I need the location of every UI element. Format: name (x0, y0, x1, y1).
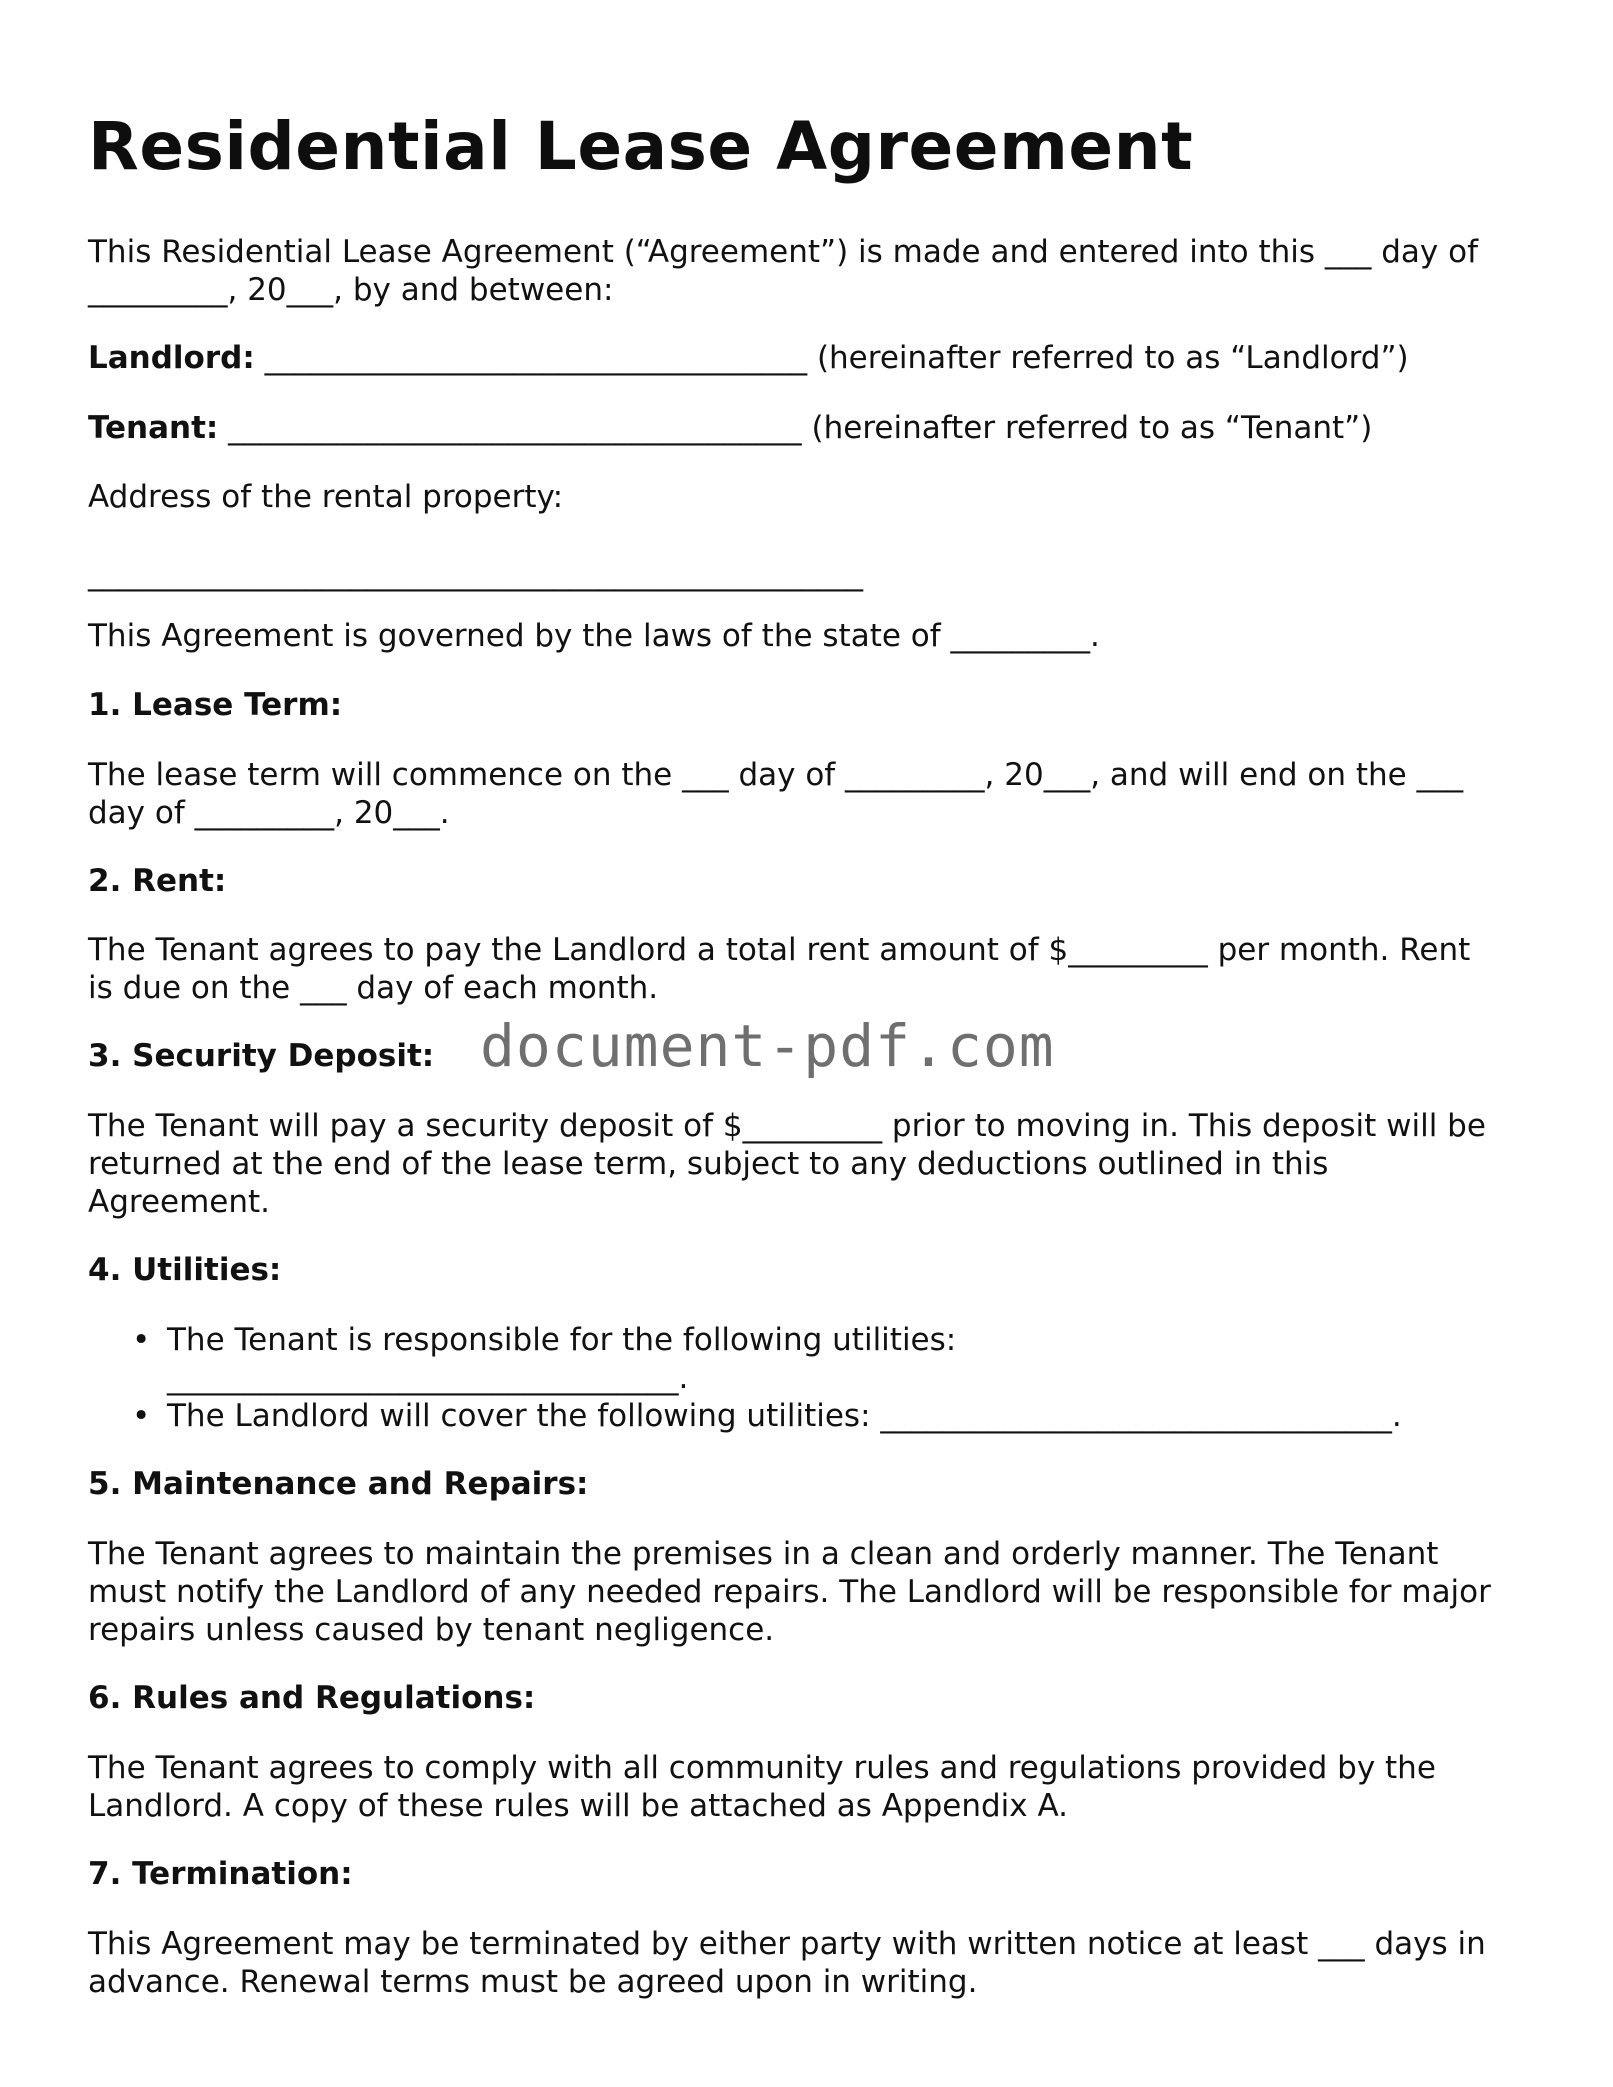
section-heading-rules: 6. Rules and Regulations: (88, 1680, 536, 1716)
rules-line-1: The Tenant agrees to comply with all community rules and regulations provided by the (88, 1750, 1436, 1786)
maintenance-line-1: The Tenant agrees to maintain the premises in a clean and orderly manner. The Tenant (88, 1536, 1439, 1572)
security-deposit-line-1: The Tenant will pay a security deposit of $_________ prior to moving in. This deposit will be (88, 1108, 1486, 1144)
tenant-label: Tenant: (88, 410, 219, 446)
section-heading-rent: 2. Rent: (88, 863, 227, 899)
rules-line-2: Landlord. A copy of these rules will be attached as Appendix A. (88, 1788, 1069, 1824)
landlord-line (88, 339, 1528, 377)
intro-line-2: _________, 20___, by and between: (88, 272, 614, 308)
document-title: Residential Lease Agreement (88, 108, 1194, 185)
security-deposit-line-2: returned at the end of the lease term, subject to any deductions outlined in this (88, 1146, 1329, 1182)
bullet-icon: • (132, 1398, 151, 1434)
tenant-field: _____________________________________ (hereinafter referred to as “Tenant”) (218, 410, 1373, 446)
governing-law: This Agreement is governed by the laws of the state of _________. (88, 618, 1100, 654)
section-heading-security-deposit: 3. Security Deposit: (88, 1038, 435, 1074)
address-label: Address of the rental property: (88, 479, 564, 515)
termination-line-2: advance. Renewal terms must be agreed upon in writing. (88, 1964, 978, 2000)
termination-line-1: This Agreement may be terminated by either party with written notice at least ___ days in (88, 1926, 1486, 1962)
section-heading-maintenance: 5. Maintenance and Repairs: (88, 1466, 589, 1502)
intro-line-1: This Residential Lease Agreement (“Agreement”) is made and entered into this ___ day of (88, 234, 1479, 270)
utilities-tenant-line-2: _________________________________. (167, 1360, 689, 1396)
address-blank: __________________________________________________ (88, 556, 863, 592)
rent-line-1: The Tenant agrees to pay the Landlord a total rent amount of $_________ per month. Rent (88, 932, 1471, 968)
lease-term-line-2: day of _________, 20___. (88, 795, 450, 831)
maintenance-line-3: repairs unless caused by tenant negligence. (88, 1612, 775, 1648)
tenant-line (88, 409, 1528, 447)
bullet-icon: • (132, 1322, 151, 1358)
utilities-landlord-line: The Landlord will cover the following utilities: _________________________________. (167, 1398, 1402, 1434)
landlord-label: Landlord: (88, 340, 255, 376)
section-heading-utilities: 4. Utilities: (88, 1252, 282, 1288)
section-heading-lease-term: 1. Lease Term: (88, 687, 343, 723)
watermark: document-pdf.com (480, 1012, 1055, 1080)
landlord-field: ___________________________________ (hereinafter referred to as “Landlord”) (254, 340, 1409, 376)
section-heading-termination: 7. Termination: (88, 1856, 353, 1892)
maintenance-line-2: must notify the Landlord of any needed repairs. The Landlord will be responsible for major (88, 1574, 1491, 1610)
security-deposit-line-3: Agreement. (88, 1184, 271, 1220)
rent-line-2: is due on the ___ day of each month. (88, 970, 659, 1006)
lease-term-line-1: The lease term will commence on the ___ day of _________, 20___, and will end on the ___ (88, 757, 1464, 793)
utilities-tenant-line-1: The Tenant is responsible for the following utilities: (167, 1322, 957, 1358)
